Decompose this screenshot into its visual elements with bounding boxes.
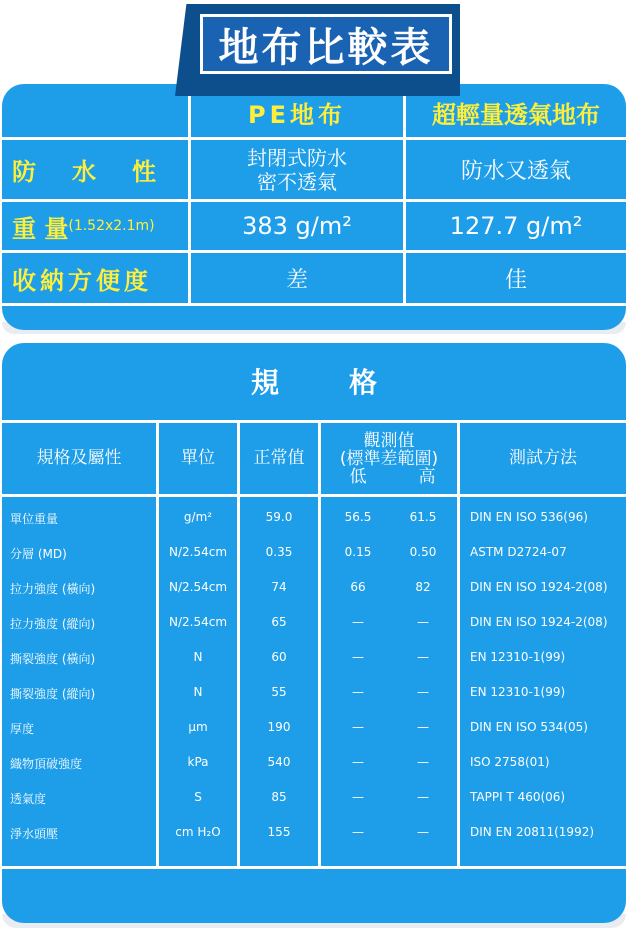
spec-cell-low: —: [352, 650, 364, 664]
header-high: 高: [418, 467, 436, 487]
spec-cell-attr: 拉力強度 (縱向): [10, 617, 96, 631]
spec-cell-high: —: [417, 650, 429, 664]
spec-cell-normal: 55: [271, 685, 287, 699]
spec-cell-low: —: [352, 790, 364, 804]
spec-cell-normal: 60: [271, 650, 287, 664]
spec-cell-high: 82: [415, 580, 431, 594]
spec-cell-attr: 分層 (MD): [10, 547, 67, 561]
spec-title-char-2: 格: [349, 365, 378, 399]
spec-cell-attr: 拉力強度 (橫向): [10, 582, 96, 596]
divider: [2, 494, 626, 497]
spec-cell-low: —: [352, 755, 364, 769]
spec-cell-high: —: [417, 720, 429, 734]
spec-cell-unit: N/2.54cm: [168, 580, 228, 594]
light-weight: 127.7 g/m²: [449, 212, 583, 240]
spec-title-char-1: 規: [250, 365, 279, 399]
spec-cell-normal: 540: [267, 755, 291, 769]
spec-cell-high: 61.5: [409, 510, 437, 524]
spec-cell-unit: N/2.54cm: [168, 545, 228, 559]
pe-waterproof: 封閉式防水 密不透氣: [247, 145, 347, 194]
spec-cell-normal: 155: [267, 825, 291, 839]
spec-cell-method: ISO 2758(01): [470, 755, 550, 769]
spec-cell-attr: 撕裂強度 (縱向): [10, 687, 96, 701]
divider: [2, 420, 626, 423]
pe-weight: 383 g/m²: [242, 212, 352, 240]
spec-cell-high: 0.50: [409, 545, 437, 559]
spec-cell-normal: 85: [271, 790, 287, 804]
spec-cell-low: 56.5: [344, 510, 372, 524]
spec-cell-unit: S: [194, 790, 202, 804]
spec-cell-high: —: [417, 825, 429, 839]
spec-cell-attr: 厚度: [10, 722, 35, 736]
divider: [2, 303, 626, 306]
row-label-storage: 收納方便度: [12, 266, 152, 295]
light-header: 超輕量透氣地布: [432, 101, 600, 129]
weight-label: 重 量: [12, 214, 69, 243]
spec-cell-attr: 織物頂破強度: [10, 757, 83, 771]
spec-cell-low: —: [352, 685, 364, 699]
header-method: 測試方法: [509, 448, 577, 468]
spec-cell-method: DIN EN 20811(1992): [470, 825, 595, 839]
spec-cell-method: DIN EN ISO 534(05): [470, 720, 588, 734]
spec-cell-low: —: [352, 615, 364, 629]
spec-cell-method: EN 12310-1(99): [470, 650, 566, 664]
spec-cell-unit: kPa: [187, 755, 209, 769]
spec-cell-attr: 淨水頭壓: [10, 827, 59, 841]
spec-cell-attr: 透氣度: [10, 792, 47, 806]
light-waterproof: 防水又透氣: [460, 159, 571, 184]
pe-header: PE地布: [248, 101, 346, 129]
spec-cell-low: 66: [350, 580, 366, 594]
spec-cell-unit: cm H₂O: [175, 825, 221, 839]
spec-cell-method: DIN EN ISO 536(96): [470, 510, 588, 524]
divider: [457, 420, 460, 869]
spec-cell-normal: 190: [267, 720, 291, 734]
pe-storage: 差: [285, 267, 308, 293]
spec-cell-method: ASTM D2724-07: [470, 545, 567, 559]
spec-cell-high: —: [417, 685, 429, 699]
spec-cell-unit: g/m²: [183, 510, 213, 524]
header-observed-sub: (標準差範圍): [339, 449, 439, 469]
divider: [2, 866, 626, 869]
spec-cell-method: TAPPI T 460(06): [470, 790, 566, 804]
spec-cell-low: —: [352, 825, 364, 839]
header-attr: 規格及屬性: [36, 448, 122, 468]
page-title: 地布比較表: [200, 14, 452, 74]
weight-label-size: (1.52x2.1m): [68, 218, 155, 234]
spec-cell-method: DIN EN ISO 1924-2(08): [470, 580, 608, 594]
spec-cell-high: —: [417, 615, 429, 629]
header-normal: 正常值: [253, 448, 305, 468]
spec-cell-unit: μm: [188, 720, 208, 734]
spec-cell-high: —: [417, 755, 429, 769]
spec-cell-normal: 0.35: [265, 545, 293, 559]
row-label-waterproof: 防 水 性: [12, 158, 162, 186]
spec-cell-unit: N: [193, 650, 203, 664]
light-storage: 佳: [504, 267, 527, 293]
header-unit: 單位: [181, 448, 215, 468]
spec-cell-attr: 撕裂強度 (橫向): [10, 652, 96, 666]
divider: [318, 420, 321, 869]
spec-cell-normal: 74: [271, 580, 287, 594]
spec-cell-low: —: [352, 720, 364, 734]
spec-cell-normal: 59.0: [265, 510, 293, 524]
spec-cell-low: 0.15: [344, 545, 372, 559]
header-observed: 觀測值: [363, 431, 415, 451]
spec-cell-method: EN 12310-1(99): [470, 685, 566, 699]
header-low: 低: [349, 467, 367, 487]
spec-cell-attr: 單位重量: [10, 512, 59, 526]
spec-title: [2, 343, 626, 418]
spec-cell-method: DIN EN ISO 1924-2(08): [470, 615, 608, 629]
spec-cell-high: —: [417, 790, 429, 804]
row-label-weight: [2, 202, 188, 250]
spec-cell-unit: N/2.54cm: [168, 615, 228, 629]
spec-cell-normal: 65: [271, 615, 287, 629]
spec-cell-unit: N: [193, 685, 203, 699]
